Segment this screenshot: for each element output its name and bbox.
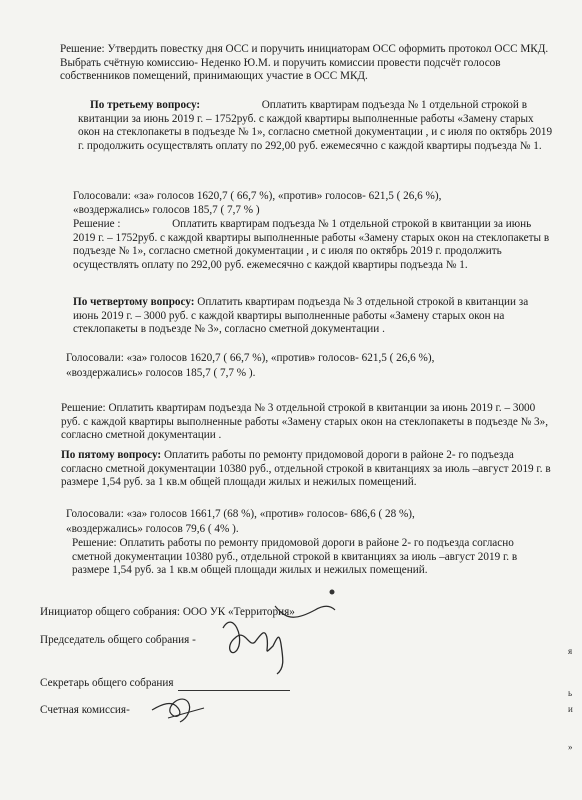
- question-5-paragraph: [61, 449, 556, 490]
- secretary-line: Секретарь общего собрания: [40, 677, 174, 689]
- question-3-vote-line-2: «воздержались» голосов 185,7 ( 7,7 % ): [73, 204, 260, 216]
- question-5-heading: По пятому вопросу:: [61, 449, 162, 461]
- question-5-text: Оплатить работы по ремонту придомовой дороги в районе 2- го подъезда согласно сметной документации 10380 руб., отдельной строкой в квитанциях за июль –август 2019 г. в размере 1,54 руб. за 1 кв.м общей площади жилых и нежилых помещений.: [61, 449, 551, 489]
- question-3-decision-text: Оплатить квартирам подъезда № 1 отдельной строкой в квитанции за июнь 2019 г. – 1752руб. с каждой квартиры выполненные работы «Замену старых окон на стеклопакеты в подъезде № 1», согласно сметной документации , и с июля по октябрь 2019 г. продолжить осуществлять оплату по 292,00 руб. ежемесячно с каждой квартиры подъезда № 1.: [73, 218, 550, 271]
- edge-mark-1: я: [568, 646, 573, 656]
- counting-commission-line: Счетная комиссия-: [40, 704, 130, 716]
- question-5-vote-line-1: Голосовали: «за» голосов 1661,7 (68 %), «против» голосов- 686,6 ( 28 %),: [66, 508, 415, 520]
- question-3-vote-line-1: Голосовали: «за» голосов 1620,7 ( 66,7 %), «против» голосов- 621,5 ( 26,6 %),: [73, 190, 442, 202]
- edge-mark-3: и: [568, 704, 573, 714]
- question-4-vote-line-2: «воздержались» голосов 185,7 ( 7,7 % ).: [66, 367, 256, 379]
- question-3-decision-label: Решение :: [73, 218, 121, 230]
- edge-mark-2: ь: [568, 688, 573, 698]
- question-3-text: Оплатить квартирам подъезда № 1 отдельной строкой в квитанции за июнь 2019 г. – 1752руб. с каждой квартиры выполненные работы «Замену старых окон на стеклопакеты в подъезде № 1», согласно сметной документации , и с июля по октябрь 2019 г. продолжить осуществлять оплату по 292,00 руб. ежемесячно с каждой квартиры подъезда № 1.: [78, 99, 553, 152]
- ink-spot: [328, 588, 336, 596]
- question-4-text: Оплатить квартирам подъезда № 3 отдельной строкой в квитанции за июнь 2019 г. – 3000 руб. с каждой квартиры выполненные работы «Замену старых окон на стеклопакеты в подъезде № 3», согласно сметной документации .: [73, 296, 529, 336]
- question-3-paragraph: [78, 99, 556, 153]
- question-3-decision: [73, 218, 555, 272]
- question-4-vote-line-1: Голосовали: «за» голосов 1620,7 ( 66,7 %), «против» голосов- 621,5 ( 26,6 %),: [66, 352, 435, 364]
- question-3-heading: По третьему вопросу:: [90, 99, 201, 111]
- question-5-vote-line-2: «воздержались» голосов 79,6 ( 4% ).: [66, 523, 239, 535]
- chairman-line: Председатель общего собрания -: [40, 634, 196, 646]
- edge-mark-4: »: [568, 742, 573, 752]
- decision-intro: Решение: Утвердить повестку дня ОСС и поручить инициаторам ОСС оформить протокол ОСС МКД. Выбрать счётную комиссию- Неденко Ю.М. и поручить комиссии провести подсчёт голосов собственников помещений, принимающих участие в ОСС МКД.: [60, 43, 549, 83]
- question-4-paragraph: [73, 296, 553, 337]
- chairman-signature: [215, 598, 335, 678]
- question-4-decision: Решение: Оплатить квартирам подъезда № 3 отдельной строкой в квитанции за июнь 2019 г. – 3000 руб. с каждой квартиры выполненные работы «Замену старых окон на стеклопакеты в подъезде № 3», согласно сметной документации .: [61, 402, 549, 442]
- initiator-line: Инициатор общего собрания: ООО УК «Территория»: [40, 606, 295, 618]
- question-5-decision: Решение: Оплатить работы по ремонту придомовой дороги в районе 2- го подъезда согласно сметной документации 10380 руб., отдельной строкой в квитанциях за июль –август 2019 г. в размере 1,54 руб. за 1 кв.м общей площади жилых и нежилых помещений.: [72, 537, 518, 577]
- question-4-heading: По четвертому вопросу:: [73, 296, 195, 308]
- counting-commission-signature: [148, 690, 208, 726]
